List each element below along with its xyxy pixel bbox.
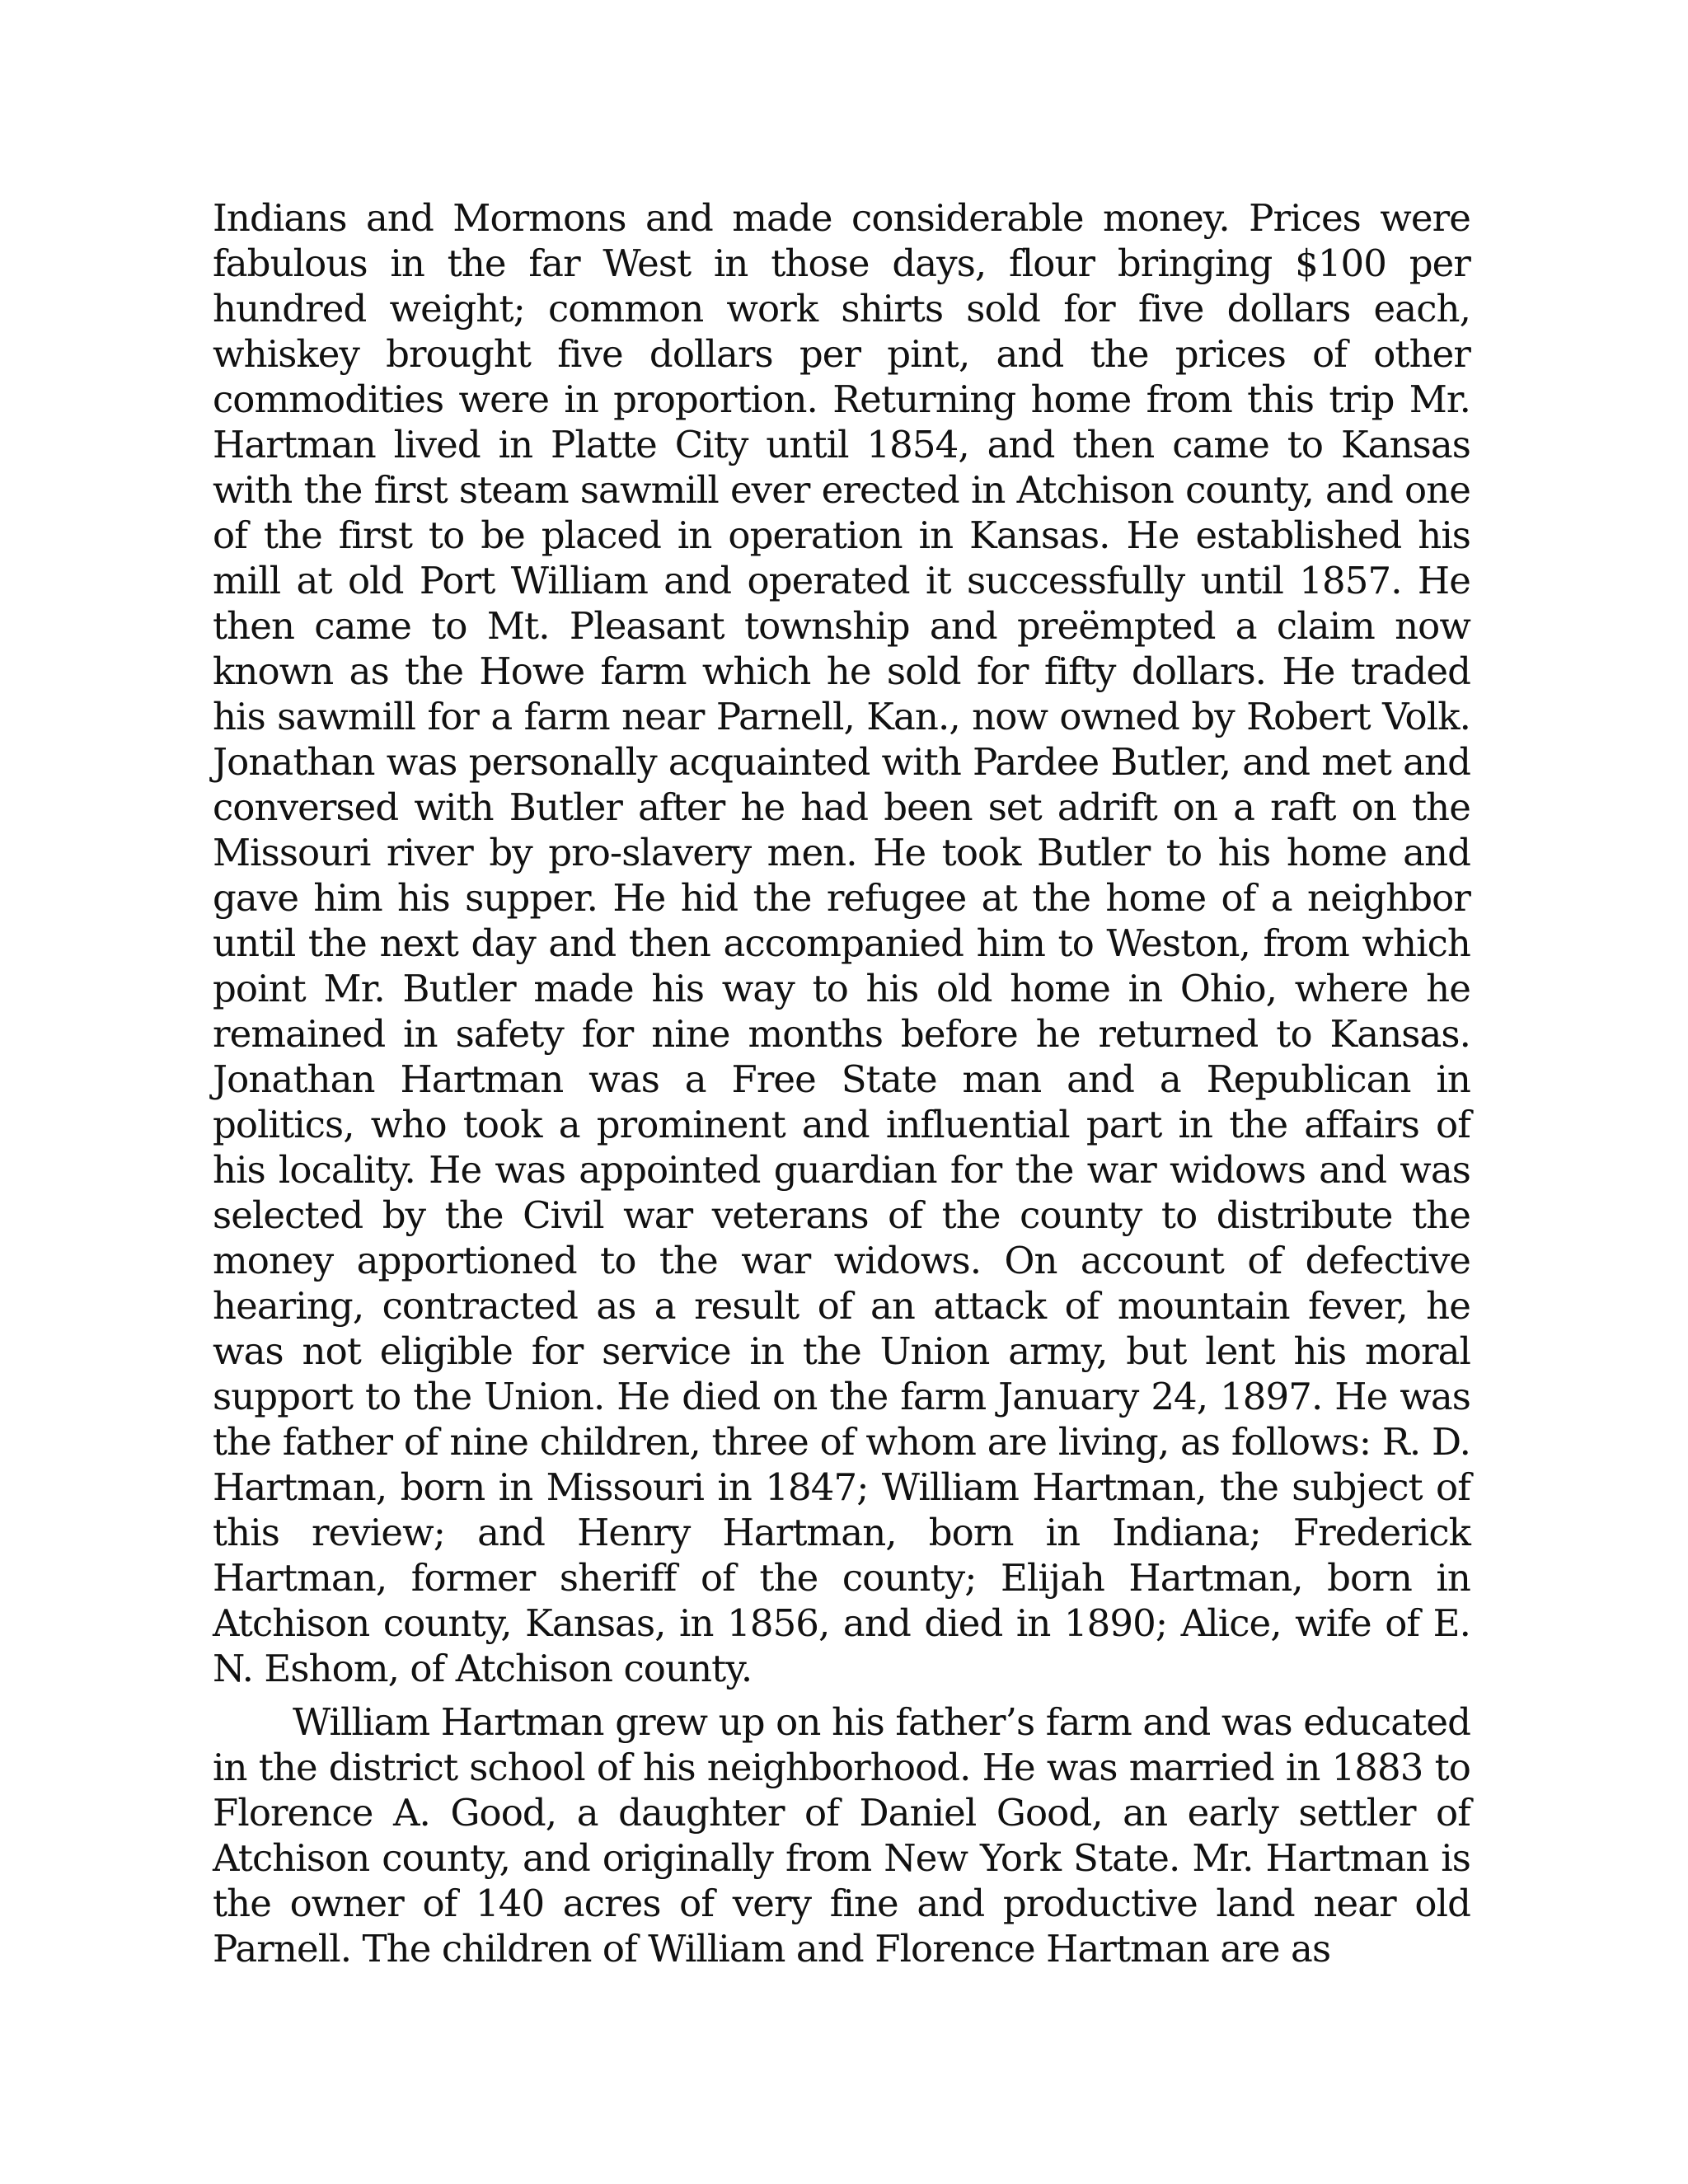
paragraph-1: Indians and Mormons and made considerable money. Prices were fabulous in the far West in those days, flour bringing $100 per hundred weight; common work shirts sold for five dollars each, whiskey brought five dollars per pint, and the prices of other commodities were in proportion. Returning home from this trip Mr. Hartman lived in Platte City until 1854, and then came to Kansas with the first steam sawmill ever erected in Atchison county, and one of the first to be placed in operation in Kansas. He established his mill at old Port William and operated it successfully until 1857. He then came to Mt. Pleasant township and preëmpted a claim now known as the Howe farm which he sold for fifty dollars. He traded his sawmill for a farm near Parnell, Kan., now owned by Robert Volk. Jonathan was personally acquainted with Pardee Butler, and met and conversed with Butler after he had been set adrift on a raft on the Missouri river by pro-slavery men. He took Butler to his home and gave him his supper. He hid the refugee at the home of a neighbor until the next day and then accompanied him to Weston, from which point Mr. Butler made his way to his old home in Ohio, where he remained in safety for nine months before he returned to Kansas. Jonathan Hartman was a Free State man and a Republican in politics, who took a prominent and influential part in the affairs of his locality. He was appointed guardian for the war widows and was selected by the Civil war veterans of the county to distribute the money apportioned to the war widows. On account of defective hearing, contracted as a result of an attack of mountain fever, he was not eligible for service in the Union army, but lent his moral support to the Union. He died on the farm January 24, 1897. He was the father of nine children, three of whom are living, as follows: R. D. Hartman, born in Missouri in 1847; William Hartman, the subject of this review; and Henry Hartman, born in Indiana; Frederick Hartman, former sheriff of the county; Elijah Hartman, born in Atchison county, Kansas, in 1856, and died in 1890; Alice, wife of E. N. Eshom, of Atchison county. [213,196,1470,1690]
body-text [213,195,1470,1971]
paragraph-2: William Hartman grew up on his father’s farm and was educated in the district school of his neighborhood. He was married in 1883 to Florence A. Good, a daughter of Daniel Good, an early settler of Atchison county, and originally from New York State. Mr. Hartman is the owner of 140 acres of very fine and productive land near old Parnell. The children of William and Florence Hartman are as [213,1700,1470,1971]
